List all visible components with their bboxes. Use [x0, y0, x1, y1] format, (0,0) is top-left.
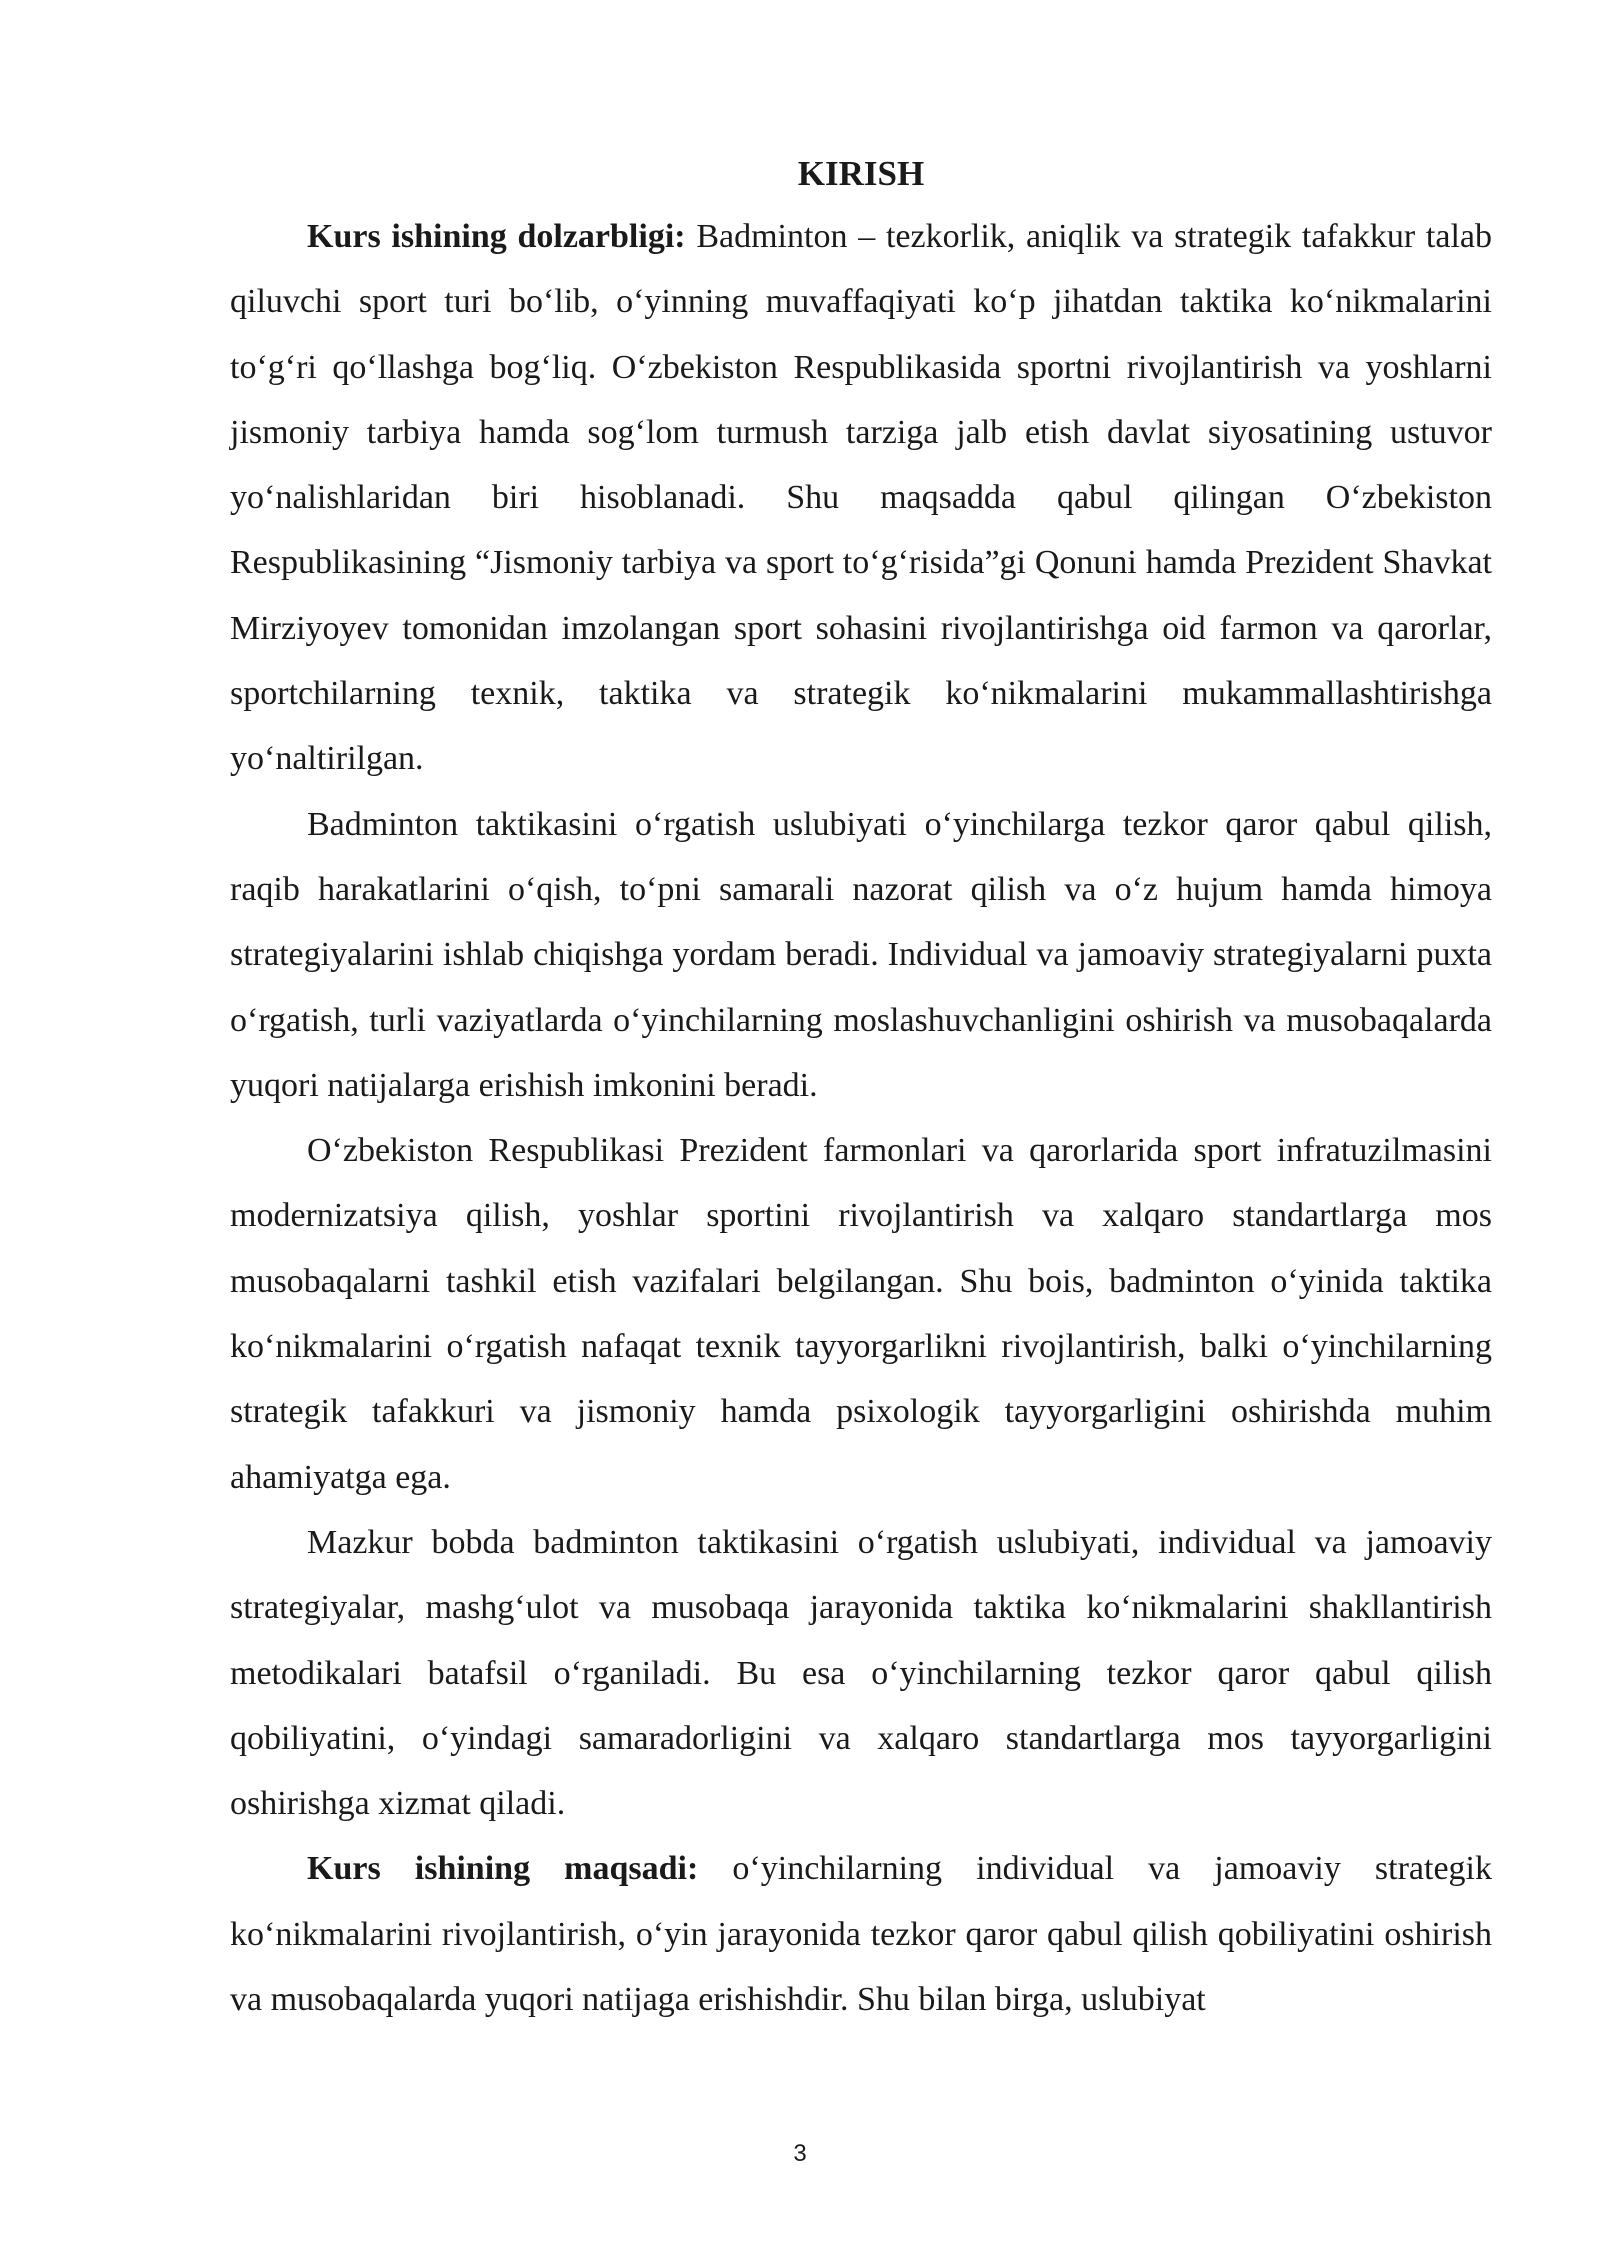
- page-title: KIRISH: [797, 154, 925, 193]
- paragraph-lead: Kurs ishining dolzarbligi:: [307, 218, 686, 255]
- paragraph-text: o‘yinchilarning individual va jamoaviy strategik ko‘nikmalarini rivojlantirish, o‘yin jarayonida tezkor qaror qabul qilish qobiliyatini oshirish va musobaqalarda yuqori natijaga erishishdir. Shu bilan birga, uslubiyat: [230, 1850, 1492, 2019]
- paragraph-text: Mazkur bobda badminton taktikasini o‘rgatish uslubiyati, individual va jamoaviy strategiyalar, mashg‘ulot va musobaqa jarayonida taktika ko‘nikmalarini shakllantirish metodikalari batafsil o‘rganiladi. Bu esa o‘yinchilarning tezkor qaror qabul qilish qobiliyatini, o‘yindagi samaradorligini va xalqaro standartlarga mos tayyorgarligini oshirishga xizmat qiladi.: [230, 1523, 1492, 1823]
- paragraph-text: Badminton taktikasini o‘rgatish uslubiyati o‘yinchilarga tezkor qaror qabul qilish, raqib harakatlarini o‘qish, to‘pni samarali nazorat qilish va o‘z hujum hamda himoya strategiyalarini ishlab chiqishga yordam beradi. Individual va jamoaviy strategiyalarni puxta o‘rgatish, turli vaziyatlarda o‘yinchilarning moslashuvchanligini oshirish va musobaqalarda yuqori natijalarga erishish imkonini beradi.: [230, 805, 1492, 1104]
- paragraph-presidential-decrees: [230, 1118, 1492, 1510]
- paragraph-chapter-scope: [230, 1510, 1492, 1836]
- paragraph-text: Badminton – tezkorlik, aniqlik va strategik tafakkur talab qiluvchi sport turi bo‘lib, o‘yinning muvaffaqiyati ko‘p jihatdan taktika ko‘nikmalarini to‘g‘ri qo‘llashga bog‘liq. O‘zbekiston Respublikasida sportni rivojlantirish va yoshlarni jismoniy tarbiya hamda sog‘lom turmush tarziga jalb etish davlat siyosatining ustuvor yo‘nalishlaridan biri hisoblanadi. Shu maqsadda qabul qilingan O‘zbekiston Respublikasining “Jismoniy tarbiya va sport to‘g‘risida”gi Qonuni hamda Prezident Shavkat Mirziyoyev tomonidan imzolangan sport sohasini rivojlantirishga oid farmon va qarorlar, sportchilarning texnik, taktika va strategik ko‘nikmalarini mukammallashtirishga yo‘naltirilgan.: [230, 218, 1492, 778]
- paragraph-tactics-method: [230, 792, 1492, 1118]
- page-number: 3: [793, 2140, 807, 2167]
- paragraph-lead: Kurs ishining maqsadi:: [307, 1850, 699, 1888]
- paragraph-goal: [230, 1836, 1492, 2032]
- paragraph-text: O‘zbekiston Respublikasi Prezident farmonlari va qarorlarida sport infratuzilmasini modernizatsiya qilish, yoshlar sportini rivojlantirish va xalqaro standartlarga mos musobaqalarni tashkil etish vazifalari belgilangan. Shu bois, badminton o‘yinida taktika ko‘nikmalarini o‘rgatish nafaqat texnik tayyorgarlikni rivojlantirish, balki o‘yinchilarning strategik tafakkuri va jismoniy hamda psixologik tayyorgarligini oshirishda muhim ahamiyatga ega.: [230, 1132, 1492, 1496]
- document-page: [230, 148, 1492, 2032]
- paragraph-relevance: [230, 204, 1492, 792]
